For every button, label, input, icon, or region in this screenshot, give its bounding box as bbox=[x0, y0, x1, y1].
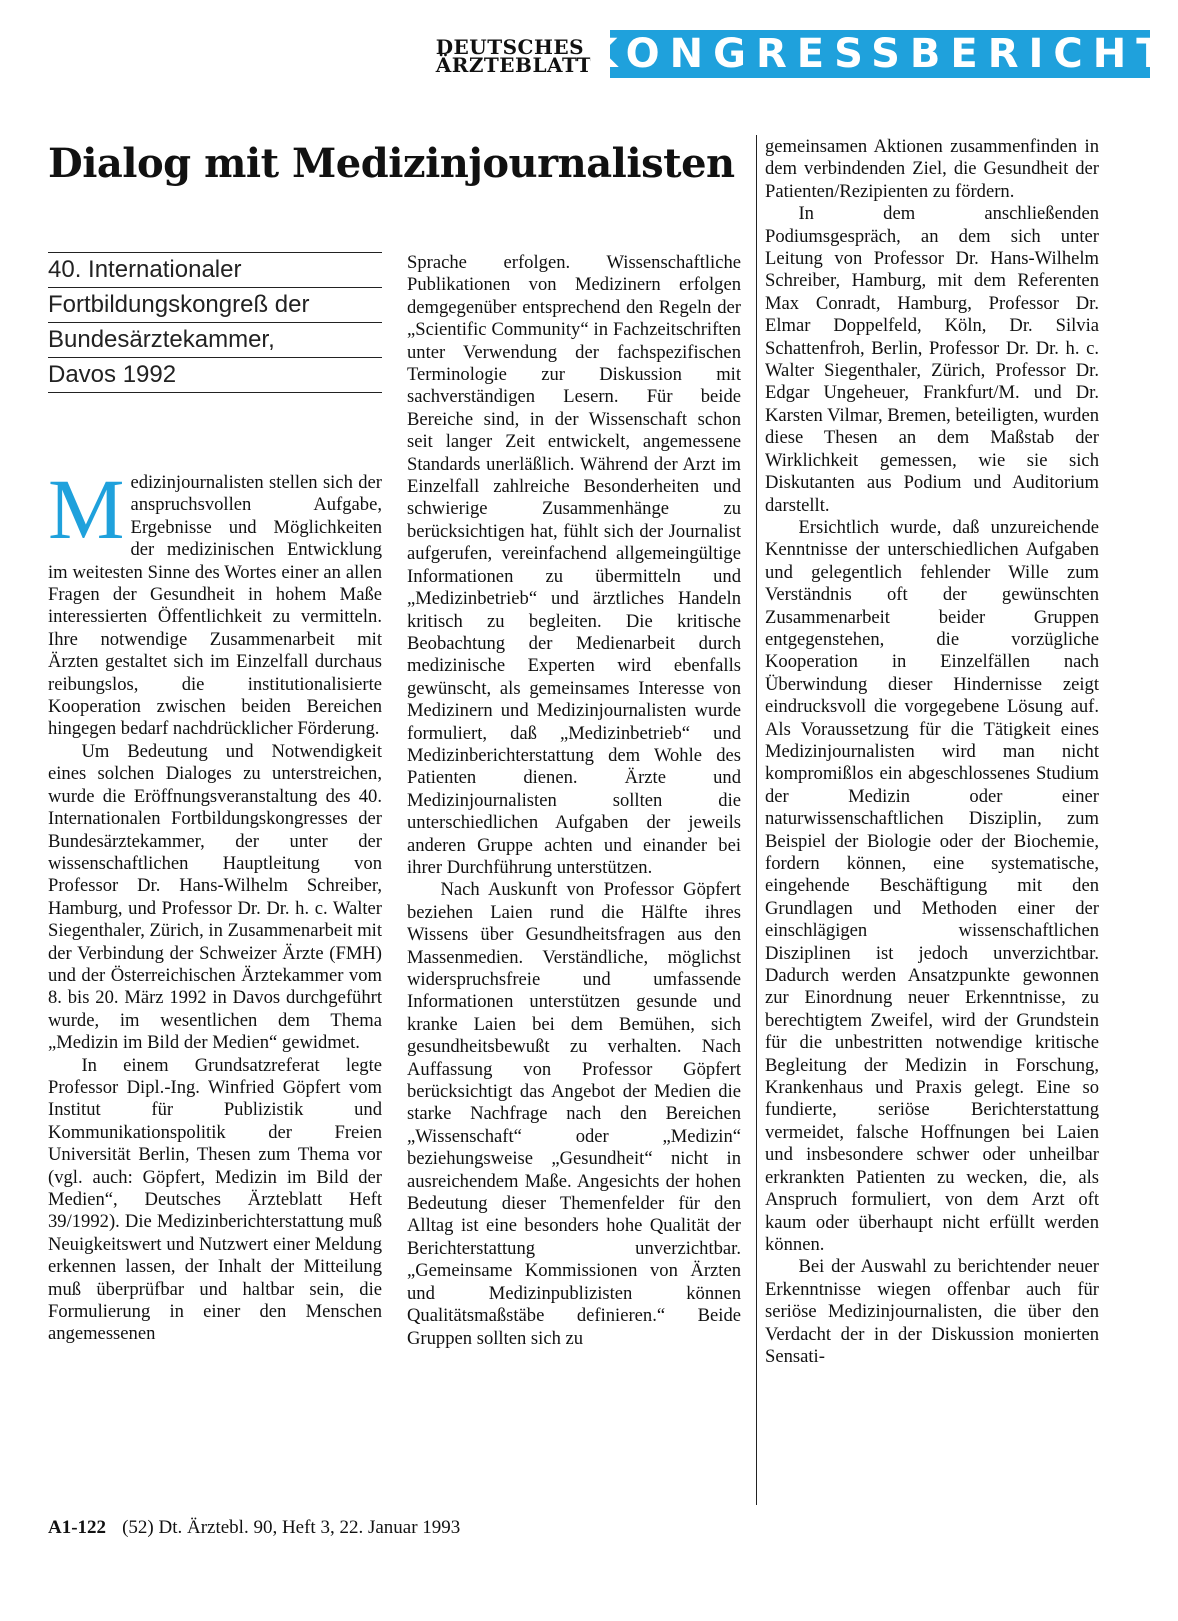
subtitle-line: 40. Internationaler bbox=[48, 252, 382, 287]
body-paragraph: Um Bedeutung und Notwendigkeit eines solchen Dialoges zu unterstreichen, wurde die Eröffnungsveranstaltung des 40. Internationalen Fortbildungskongresses der Bundesärztekammer, der unter der wissenschaftlichen Hauptleitung von Professor Dr. Hans-Wilhelm Schreiber, Hamburg, und Professor Dr. Dr. h. c. Walter Siegenthaler, Zürich, in Zusammenarbeit mit der Verbindung der Schweizer Ärzte (FMH) und der Österreichischen Ärztekammer vom 8. bis 20. März 1992 in Davos durchgeführt wurde, im wesentlichen dem Thema „Medizin im Bild der Medien“ gewidmet. bbox=[48, 740, 382, 1054]
publication-name bbox=[436, 30, 592, 78]
body-paragraph: Sprache erfolgen. Wissenschaftliche Publikationen von Medizinern erfolgen demgegenüber entsprechend den Regeln der „Scientific Community“ in Fachzeitschriften unter Verwendung der fachspezifischen Terminologie zur Diskussion mit sachverständigen Lesern. Für beide Bereiche sind, in der Wissenschaft schon seit langer Zeit entwickelt, angemessene Standards unerläßlich. Während der Arzt im Einzelfall zahlreiche Besonderheiten und schwierige Zusammenhänge zu berücksichtigen hat, fühlt sich der Journalist aufgerufen, vereinfachend allgemeingültige Informationen zu übermitteln und „Medizinbetrieb“ und ärztliches Handeln kritisch zu begleiten. Die kritische Beobachtung der Medienarbeit durch medizinische Experten wird ebenfalls gewünscht, als gemeinsames Interesse von Medizinern und Medizinjournalisten wurde formuliert, daß „Medizinbetrieb“ und Medizinberichterstattung dem Wohle des Patienten dienen. Ärzte und Medizinjournalisten sollten die unterschiedlichen Aufgaben der jeweils anderen Gruppe achten und einander bei ihrer Durchführung unterstützen. bbox=[407, 252, 741, 878]
body-paragraph bbox=[48, 461, 382, 741]
subtitle-box bbox=[48, 252, 382, 393]
body-paragraph: In einem Grundsatzreferat legte Professor Dipl.-Ing. Winfried Göpfert vom Institut für Publizistik und Kommunikationspolitik der Freien Universität Berlin, Thesen zum Thema vor (vgl. auch: Göpfert, Medizin im Bild der Medien“, Deutsches Ärzteblatt Heft 39/1992). Die Medizinberichterstattung muß Neuigkeitswert und Nutzwert einer Meldung erkennen lassen, der Inhalt der Mitteilung muß überprüfbar und haltbar sein, die Formulierung in einer den Menschen angemessenen bbox=[48, 1054, 382, 1345]
text-column-1 bbox=[48, 461, 382, 1346]
drop-cap: M bbox=[48, 461, 125, 557]
body-paragraph: In dem anschließenden Podiumsgespräch, an dem sich unter Leitung von Professor Dr. Hans-Wilhelm Schreiber, Hamburg, mit dem Referenten Max Conradt, Hamburg, Professor Dr. Elmar Doppelfeld, Köln, Dr. Silvia Schattenfroh, Berlin, Professor Dr. Dr. h. c. Walter Siegenthaler, Zürich, Professor Dr. Edgar Ungeheuer, Frankfurt/M. und Dr. Karsten Vilmar, Bremen, beteiligten, wurden diese Thesen an dem Maßstab der Wirklichkeit gemessen, wie sie sich Diskutanten aus Podium und Auditorium darstellt. bbox=[765, 203, 1099, 516]
publication-name-line2: ÄRZTEBLATT bbox=[435, 53, 592, 77]
citation: (52) Dt. Ärztebl. 90, Heft 3, 22. Januar 1993 bbox=[122, 1517, 461, 1538]
text-column-2 bbox=[407, 252, 741, 1350]
body-paragraph: gemeinsamen Aktionen zusammenfinden in dem verbindenden Ziel, die Gesundheit der Patienten/Rezipienten zu fördern. bbox=[765, 136, 1099, 202]
page-number: A1-122 bbox=[48, 1517, 107, 1538]
subtitle-line: Davos 1992 bbox=[48, 357, 382, 393]
body-paragraph: Ersichtlich wurde, daß unzureichende Kenntnisse der unterschiedlichen Aufgaben und gelegentlich fehlender Wille zum Verständnis oft der gewünschten Zusammenarbeit beider Gruppen entgegenstehen, die vorzügliche Kooperation in Einzelfällen nach Überwindung dieser Hindernisse zeigt eindrucksvoll die vorgegebene Lösung auf. Als Voraussetzung für die Tätigkeit eines Medizinjournalisten wird man nicht kompromißlos ein abgeschlossenes Studium der Medizin oder einer naturwissenschaftlichen Disziplin, zum Beispiel der Biologie oder der Biochemie, fordern können, eine systematische, eingehende Beschäftigung mit den Grundlagen und Methoden einer der einschlägigen wissenschaftlichen Disziplinen ist jedoch unverzichtbar. Dadurch werden Ansatzpunkte gewonnen zur Einordnung neuer Erkenntnisse, zu berechtigtem Zweifel, wird der Grundstein für die unbestritten notwendige kritische Begleitung der Medizin in Forschung, Krankenhaus und Praxis gelegt. Eine so fundierte, seriöse Berichterstattung vermeidet, falsche Hoffnungen bei Laien und insbesondere schwer oder unheilbar erkrankten Patienten zu wecken, die, als Anspruch formuliert, von dem Arzt oft kaum oder überhaupt nicht erfüllt werden können. bbox=[765, 516, 1099, 1255]
page-footer bbox=[48, 1517, 460, 1539]
subtitle-line: Bundesärztekammer, bbox=[48, 322, 382, 357]
body-paragraph: Bei der Auswahl zu berichtender neuer Erkenntnisse wiegen offenbar auch für seriöse Medizinjournalisten, die über den Verdacht der in der Diskussion monierten Sensati- bbox=[765, 1256, 1099, 1367]
column-divider bbox=[756, 135, 757, 1505]
body-paragraph: Nach Auskunft von Professor Göpfert beziehen Laien rund die Hälfte ihres Wissens über Gesundheitsfragen aus den Massenmedien. Verständliche, möglichst widerspruchsfreie und umfassende Informationen unterstützen gesunde und kranke Laien bei dem Bemühen, sich gesundheitsbewußt zu verhalten. Nach Auffassung von Professor Göpfert berücksichtigt das Angebot der Medien die starke Nachfrage nach den Bereichen „Wissenschaft“ oder „Medizin“ beziehungsweise „Gesundheit“ nicht in ausreichendem Maße. Angesichts der hohen Bedeutung dieser Themenfelder für den Alltag ist eine besonders hohe Qualität der Berichterstattung unverzichtbar. „Gemeinsame Kommissionen von Ärzten und Medizinpublizisten können Qualitätsmaßstäbe definieren.“ Beide Gruppen sollten sich zu bbox=[407, 879, 741, 1349]
publication-name-line1: DEUTSCHES bbox=[435, 35, 585, 59]
article-title: Dialog mit Medizinjournalisten bbox=[48, 140, 735, 187]
section-banner: KONGRESSBERICHT bbox=[586, 31, 1174, 77]
text-column-3 bbox=[765, 136, 1099, 1368]
paragraph-text: edizinjournalisten stellen sich der anspruchsvollen Aufgabe, Ergebnisse und Möglichkeiten der medizinischen Entwicklung im weitesten Sinne des Wortes einer an allen Fragen der Gesundheit in hohem Maße interessierten Öffentlichkeit zu vermitteln. Ihre notwendige Zusammenarbeit mit Ärzten gestaltet sich im Einzelfall durchaus reibungslos, die institutionalisierte Kooperation zwischen beiden Bereichen hingegen bedarf nachdrücklicher Förderung. bbox=[48, 472, 382, 740]
subtitle-line: Fortbildungskongreß der bbox=[48, 287, 382, 322]
masthead bbox=[435, 30, 1174, 78]
